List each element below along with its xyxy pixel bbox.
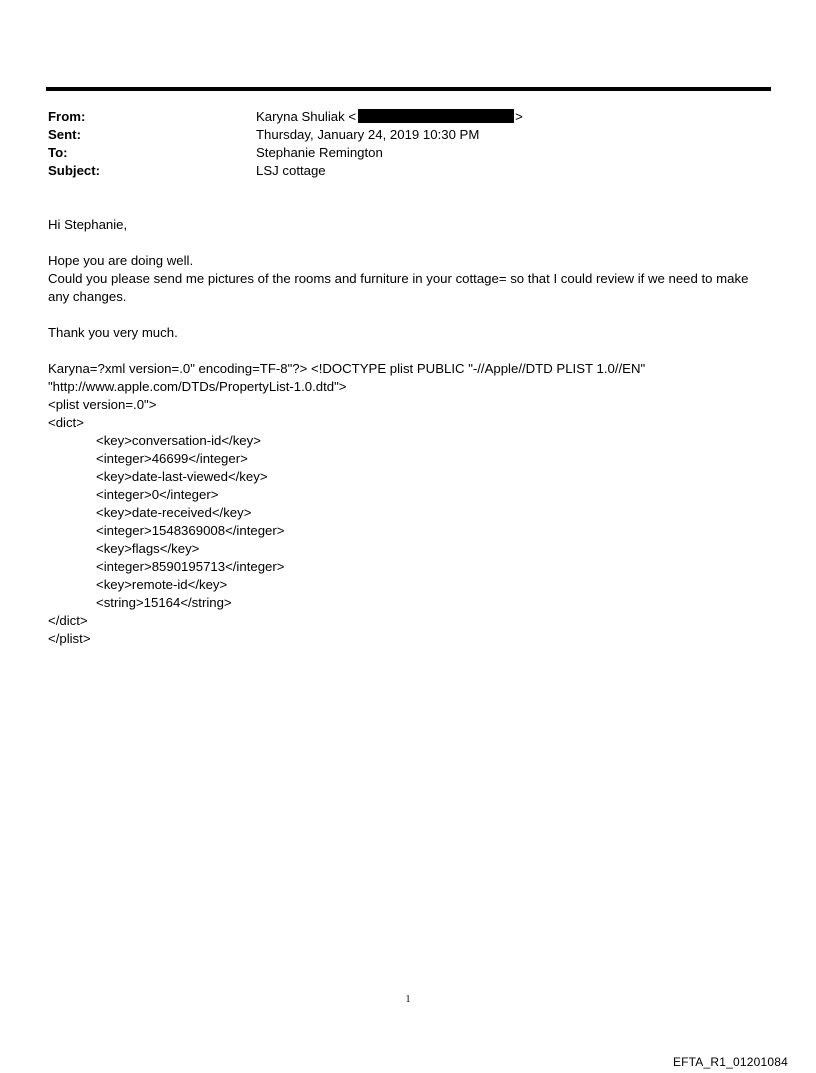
to-row (48, 144, 768, 162)
dict-close: </dict> (48, 613, 88, 628)
dict-entry: <key>remote-id</key> (96, 577, 228, 592)
redaction-box (358, 109, 514, 123)
sent-value: Thursday, January 24, 2019 10:30 PM (256, 127, 480, 142)
dict-open: <dict> (48, 415, 84, 430)
spacer (48, 342, 773, 360)
greeting: Hi Stephanie, (48, 217, 128, 232)
dict-entry: <integer>46699</integer> (96, 451, 248, 466)
body-line-1: Hope you are doing well. (48, 253, 194, 268)
to-label: To: (48, 145, 68, 160)
dict-entry: <key>date-last-viewed</key> (96, 469, 268, 484)
to-value: Stephanie Remington (256, 145, 383, 160)
email-body (48, 216, 773, 648)
from-close: > (515, 109, 523, 124)
sent-row (48, 126, 768, 144)
spacer (48, 234, 773, 252)
from-name: Karyna Shuliak < (256, 109, 357, 124)
dict-entry: <key>date-received</key> (96, 505, 252, 520)
email-header (48, 108, 768, 180)
document-id: EFTA_R1_01201084 (672, 1055, 788, 1069)
dict-entry: <integer>0</integer> (96, 487, 219, 502)
dict-entry: <integer>1548369008</integer> (96, 523, 285, 538)
subject-value: LSJ cottage (256, 163, 326, 178)
signature-line-1: Karyna=?xml version=.0" encoding=TF-8"?> <!DOCTYPE plist PUBLIC "-//Apple//DTD PLIST 1.0//EN" (48, 361, 646, 376)
dict-entry: <integer>8590195713</integer> (96, 559, 285, 574)
dict-entry: <key>conversation-id</key> (96, 433, 261, 448)
plist-close: </plist> (48, 631, 91, 646)
from-value (256, 108, 523, 126)
thanks-line: Thank you very much. (48, 325, 178, 340)
sent-label: Sent: (48, 127, 81, 142)
from-label: From: (48, 109, 86, 124)
plist-open: <plist version=.0"> (48, 397, 157, 412)
from-row (48, 108, 768, 126)
dict-entry: <key>flags</key> (96, 541, 200, 556)
subject-row (48, 162, 768, 180)
signature-line-2: "http://www.apple.com/DTDs/PropertyList-1.0.dtd"> (48, 379, 347, 394)
body-line-2: Could you please send me pictures of the rooms and furniture in your cottage= so that I could review if we need to make any changes. (48, 271, 749, 304)
subject-label: Subject: (48, 163, 101, 178)
header-divider (46, 87, 771, 91)
dict-entry: <string>15164</string> (96, 595, 232, 610)
spacer (48, 306, 773, 324)
page-number: 1 (405, 994, 411, 1005)
